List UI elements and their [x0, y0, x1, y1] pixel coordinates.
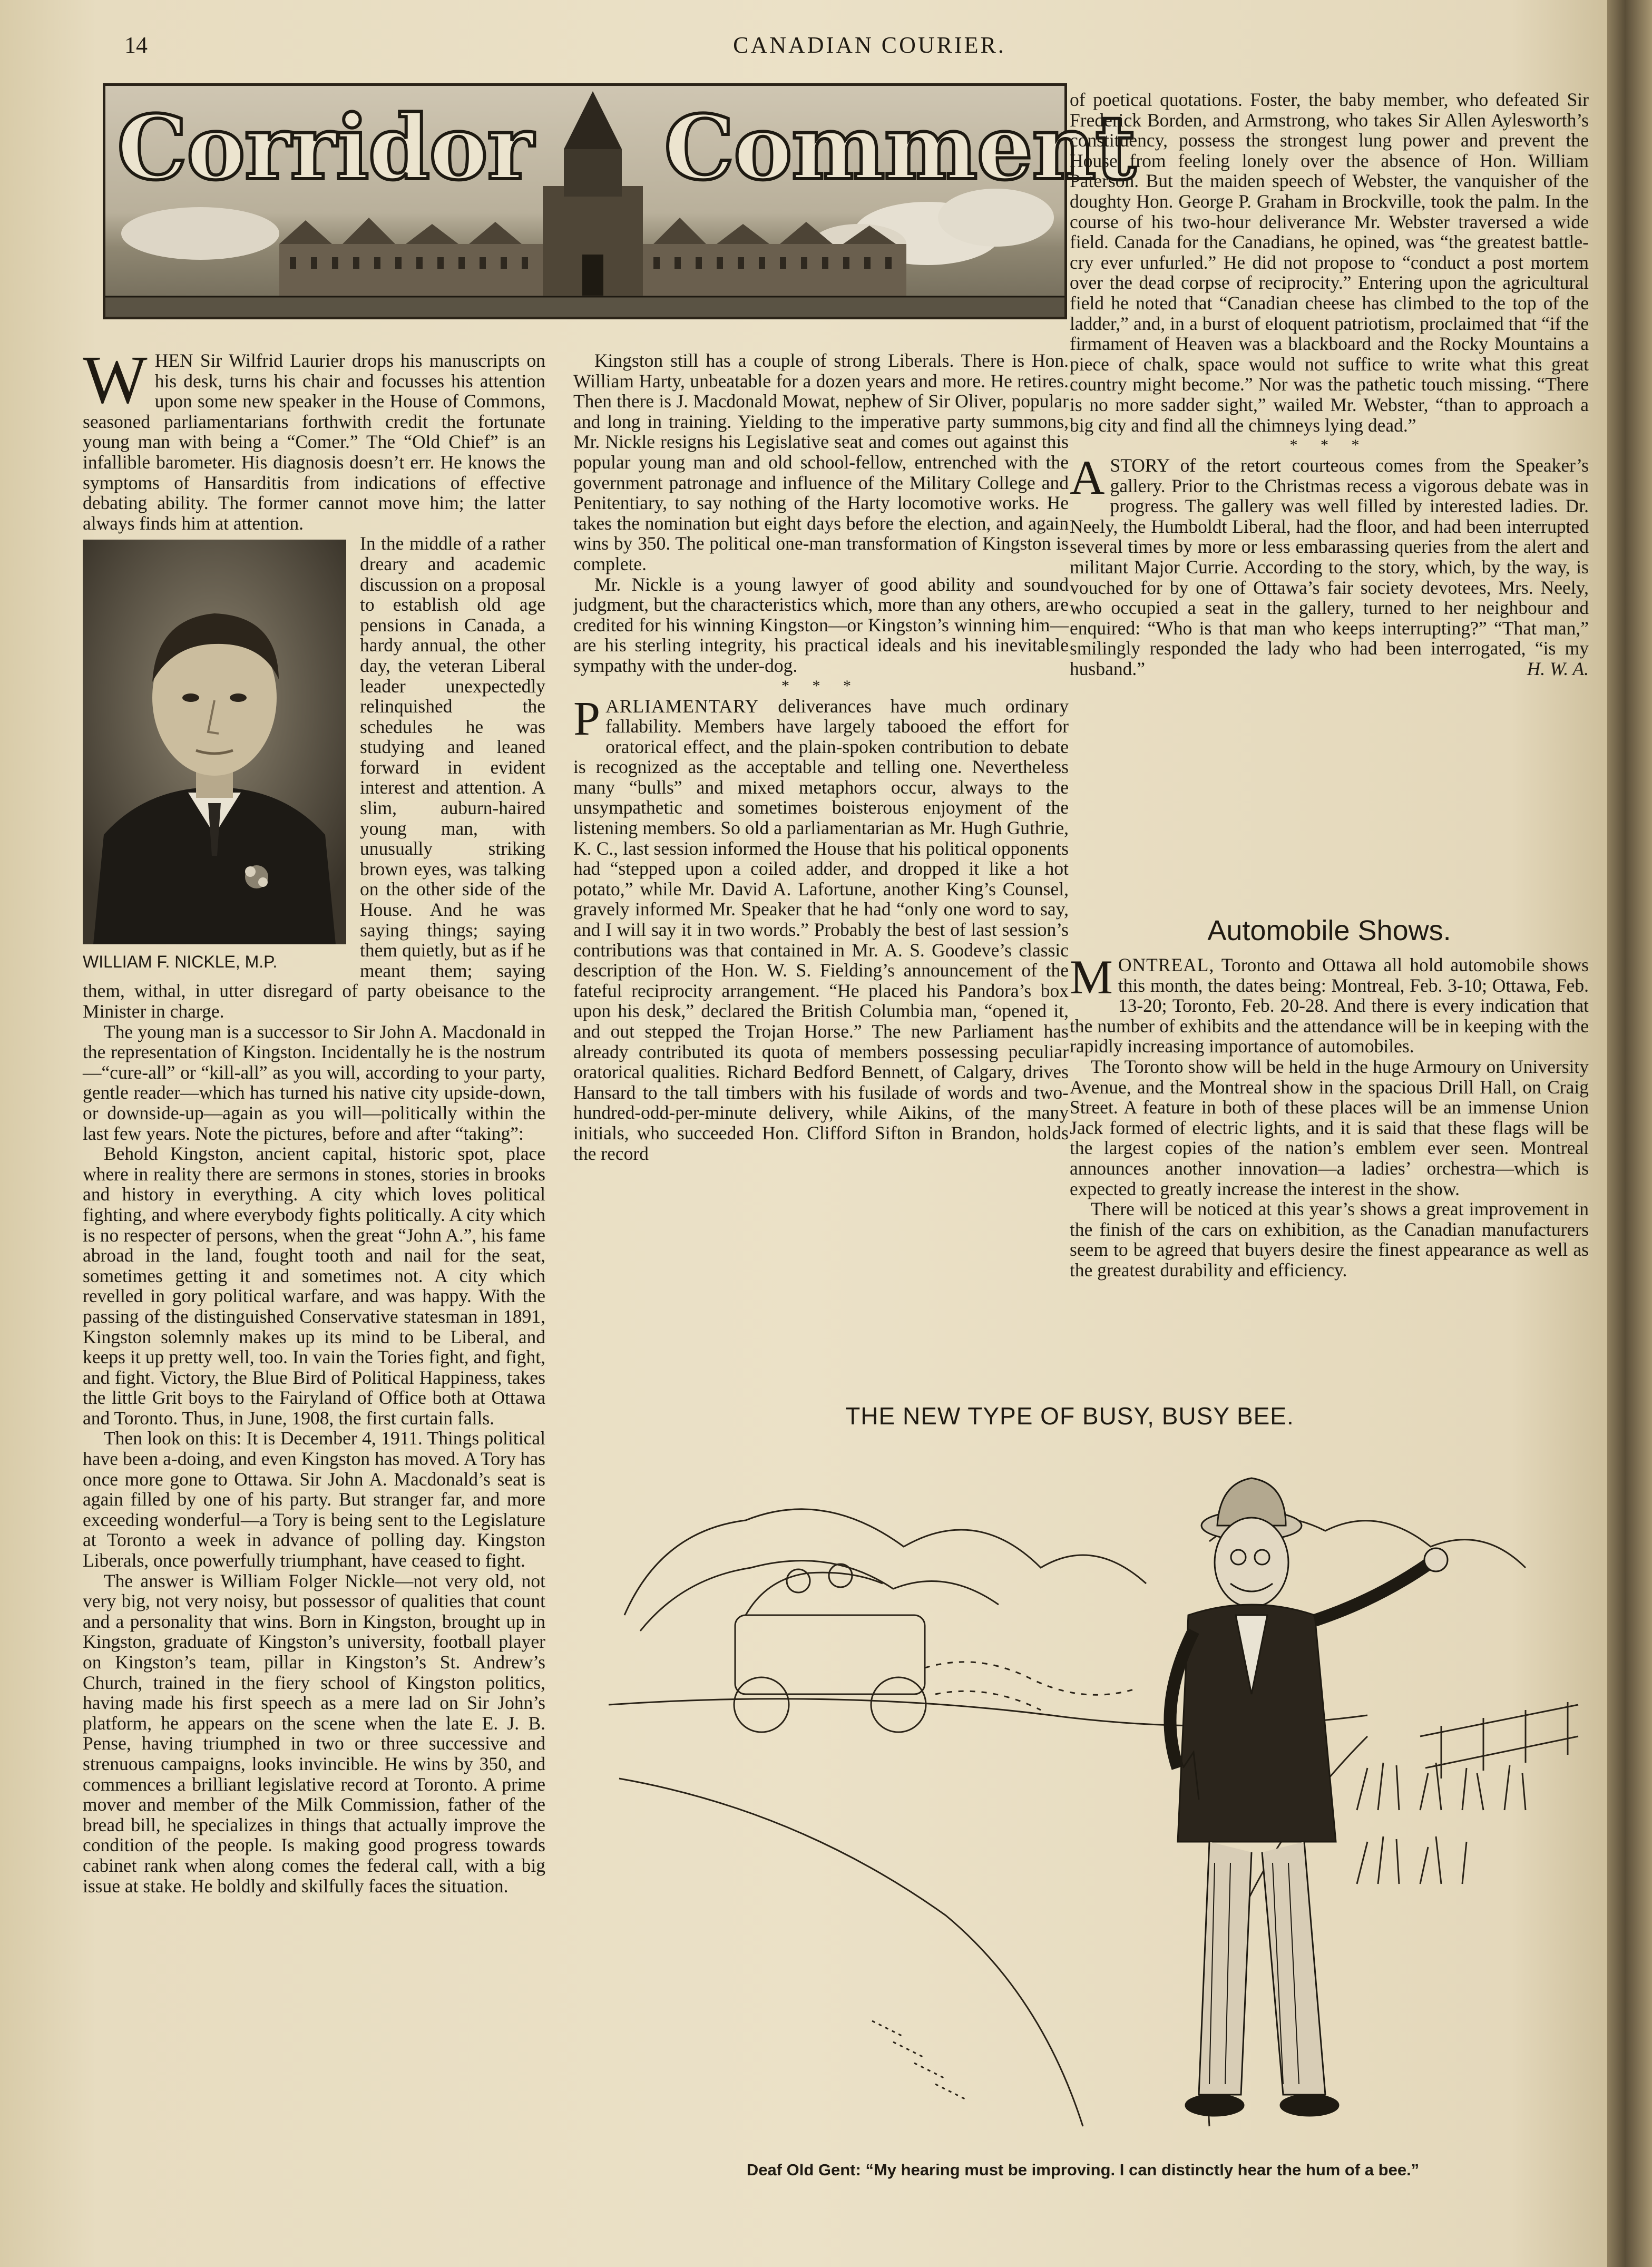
- paragraph: The young man is a successor to Sir John A. Macdonald in the representation of Kingston. Incidentally he is the nostrum—“cure-all” or “kill-all” as you will, according to your party, gentle reader—which has turned his native city upside-down, or downside-up—again as you will—politically within the last few years. Note the pictures, before and after “taking”:: [83, 1021, 545, 1144]
- section-separator: * * *: [1289, 436, 1369, 454]
- opening-paragraph: WHEN Sir Wilfrid Laurier drops his manuscripts on his desk, turns his chair and focusses his attention upon some new speaker in the House of Commons, seasoned parliamentarians forthwith credit the fortunate young man with being a “Comer.” The “Old Chief” is an infallible barometer. His diagnosis doesn’t err. He knows the symptoms of Hansarditis from indications of effective debating ability. The former cannot move him; the latter always finds him at attention.: [83, 342, 545, 534]
- paragraph: Then look on this: It is December 4, 1911. Things political have been a-doing, and even Kingston has moved. A Tory has once more gone to Ottawa. Sir John A. Macdonald’s seat is again filled by one of his party. But stranger far, and more exceeding wonderful—a Tory is being sent to the Legislature at Toronto a week in advance of polling day. Kingston Liberals, once powerfully triumphant, have ceased to fight.: [83, 1428, 545, 1571]
- paragraph: Kingston still has a couple of strong Liberals. There is Hon. William Harty, unbeatable for a dozen years and more. He retires. Then there is J. Macdonald Mowat, nephew of Sir Oliver, popular and long in training. Yielding to the imperative party summons, Mr. Nickle resigns his Legislative seat and comes out against this popular young man and old school-fellow, entrenched with the government patronage and influence of the Military College and Penitentiary, to say nothing of the Harty locomotive works. He takes the nomination but eight days before the election, and again wins by 350. The political one-man transformation of Kingston is complete.: [573, 350, 1069, 574]
- page-number: 14: [124, 32, 148, 58]
- paragraph: In the middle of a rather dreary and academic discussion on a proposal to establish old age pensions in Canada, a hardy annual, the other day, the veteran Liberal leader unexpectedly relinquished the schedules he was studying and leaned forward in evident interest and attention. A slim, auburn-haired young man, with unusually striking brown eyes, was talking on the other side of the House. And he was saying things; saying them quietly, but as if he meant them; saying them, withal, in utter disregard of party obeisance to the Minister in charge.: [83, 533, 545, 1022]
- banner-word-corridor: Corridor: [117, 95, 533, 200]
- drop-cap-w: W: [83, 342, 148, 418]
- section-separator: * * *: [781, 677, 861, 695]
- corridor-comment-banner: [103, 83, 1135, 319]
- drop-cap-m: M: [1070, 950, 1113, 1004]
- paragraph: There will be noticed at this year’s shows a great improvement in the finish of the cars on exhibition, as the Canadian manufacturers seem to be agreed that buyers desire the finest appearance as well as the greatest durability and efficiency.: [1070, 1198, 1589, 1281]
- paragraph: The answer is William Folger Nickle—not very old, not very big, not very noisy, but possessor of qualities that count and a personality that wins. Born in Kingston, brought up in Kingston, graduate of Kingston’s university, football player on Kingston’s team, pillar in Kingston’s St. Andrew’s Church, trained in the fiery school of Kingston politics, having made his first speech as a mere lad on Sir John’s platform, he appears on the scene when the late E. J. B. Pense, having triumphed in two or three successive and strenuous campaigns, looks invincible. He wins by 350, and commences a brilliant legislative record at Toronto. A prime mover and member of the Milk Commission, father of the bread bill, he specializes in things that actually improve the condition of the people. Is making good progress towards cabinet rank when along comes the federal call, with a big issue at stake. He boldly and skilfully faces the situation.: [83, 1570, 545, 1897]
- portrait-photo: [83, 540, 346, 944]
- story-paragraph: ASTORY of the retort courteous comes from the Speaker’s gallery. Prior to the Christmas recess a vigorous debate was in progress. The gallery was well filled by interested ladies. Dr. Neely, the Humboldt Liberal, had the floor, and had been interrupted several times by more or less embarassing queries from the alert and militant Major Currie. According to the story, which, by the way, is vouched for by one of Ottawa’s fair society devotees, Mrs. Neely, who occupied a seat in the gallery, turned to her neighbour and enquired: “Who is that man who keeps interrupting?” “That man,” smilingly responded the lady who had been interrogated, “is my husband.” H. W. A.: [1070, 451, 1589, 680]
- author-signature: H. W. A.: [1527, 658, 1589, 680]
- paragraph: Behold Kingston, ancient capital, historic spot, place where in reality there are sermons in stones, stories in brooks and history in everything. A city which loves political fighting, and where everybody fights politically. A city which is no respecter of persons, when the great “John A.”, his fame abroad in the land, fought tooth and nail for the seat, sometimes getting it and sometimes not. A city which revelled in gory political warfare, and was happy. With the passing of the distinguished Conservative statesman in 1891, Kingston solemnly makes up its mind to be Liberal, and keeps it up pretty well, too. In vain the Tories fight, and fight, and fight. Victory, the Blue Bird of Political Happiness, takes the little Grit boys to the Fairyland of Office both at Ottawa and Toronto. Thus, in June, 1908, the first curtain falls.: [83, 1143, 545, 1429]
- magazine-title: CANADIAN COURIER.: [733, 32, 1006, 58]
- drop-cap-p: P: [573, 691, 601, 745]
- paragraph: MONTREAL, Toronto and Ottawa all hold automobile shows this month, the dates being: Montreal, Feb. 3-10; Ottawa, Feb. 13-20; Toronto, Feb. 20-28. And there is every indication that the number of exhibits and the attendance will be in keeping with the rapidly increasing importance of automobiles.: [1070, 950, 1589, 1057]
- article-column-3: [1070, 90, 1589, 679]
- page-binding-edge: [1607, 0, 1652, 2267]
- banner-word-comment: Comment: [664, 95, 1135, 200]
- paragraph: of poetical quotations. Foster, the baby member, who defeated Sir Frederick Borden, and Armstrong, who takes Sir Allen Aylesworth’s constituency, possess the strongest lung power and prevent the House from feeling lonely over the absence of Hon. William Paterson. But the maiden speech of Webster, the vanquisher of the doughty Hon. George P. Graham in Brockville, took the palm. In the course of his two-hour deliverance Mr. Webster traversed a wide field. Canada for the Canadians, he opined, was “the greatest battle-cry ever unfurled.” He did not propose to “conduct a post mortem over the dead corpse of reciprocity.” Entering upon the agricultural field he noted that “Canadian cheese has climbed to the top of the ladder,” and, in a burst of eloquent patriotism, proclaimed that “if the firmament of Heaven was a blackboard and the Rocky Mountains a piece of chalk, space would not suffice to write what this great country might become.” Nor was the pathetic touch missing. “There is no more sadder sight,” wailed Mr. Webster, “than to approach a big city and find all the chimneys lying dead.”: [1070, 89, 1589, 436]
- parliamentary-paragraph: PARLIAMENTARY deliverances have much ordinary fallability. Members have largely tabooed the effort for oratorical effect, and the plain-spoken contribution to debate is recognized as the acceptable and telling one. Nevertheless many “bulls” and mixed metaphors occur, always to the unsympathetic and sometimes boisterous enjoyment of the listening members. So old a parliamentarian as Mr. Hugh Guthrie, K. C., last session informed the House that his political opponents had “stepped upon a coiled adder, and dropped it like a hot potato,” while Mr. David A. Lafortune, another King’s Counsel, gravely informed Mr. Speaker that he had “only one word to say, and I will say it in two words.” Probably the best of last session’s contributions was that contained in Mr. A. S. Goodeve’s classic description of the Hon. W. S. Fielding’s announcement of the fateful reciprocity arrangement. “He placed his Pandora’s box upon his desk,” declared the British Columbia man, “opened it, and out stepped the Trojan Horse.” The new Parliament has already contributed its quota of members possessing peculiar oratorical qualities. Richard Bedford Bennett, of Calgary, drives Hansard to the tall timbers with his fusilade of words and two-hundred-odd-per-minute delivery, while Aikins, of the many initials, who succeeded Hon. Clifford Sifton in Brandon, holds the record: [573, 691, 1069, 1164]
- cartoon-caption: Deaf Old Gent: “My hearing must be improving. I can distinctly hear the hum of a bee.”: [746, 2161, 1420, 2179]
- paragraph: The Toronto show will be held in the huge Armoury on University Avenue, and the Montreal show in the spacious Drill Hall, on Craig Street. A feature in both of these places will be an immense Union Jack formed of electric lights, and it is said that these flags will be the largest copies of the nation’s emblem ever seen. Montreal announces another innovation—a ladies’ orchestra—which is expected to greatly increase the interest in the show.: [1070, 1056, 1589, 1199]
- cartoon-title: THE NEW TYPE OF BUSY, BUSY BEE.: [845, 1402, 1294, 1430]
- busy-bee-cartoon: [577, 1441, 1594, 2142]
- article-column-2: [573, 350, 1069, 1164]
- portrait-caption: WILLIAM F. NICKLE, M.P.: [83, 952, 278, 972]
- automobile-shows-heading: Automobile Shows.: [1207, 915, 1451, 946]
- paragraph: Mr. Nickle is a young lawyer of good ability and sound judgment, but the characteristics which, more than any others, are credited for his winning Kingston—or Kingston’s winning him—are his sterling integrity, his practical ideals and his inevitable sympathy with the under-dog.: [573, 573, 1069, 676]
- automobile-shows-article: [1070, 950, 1589, 1281]
- drop-cap-a: A: [1070, 451, 1105, 505]
- article-column-1: [83, 342, 545, 1897]
